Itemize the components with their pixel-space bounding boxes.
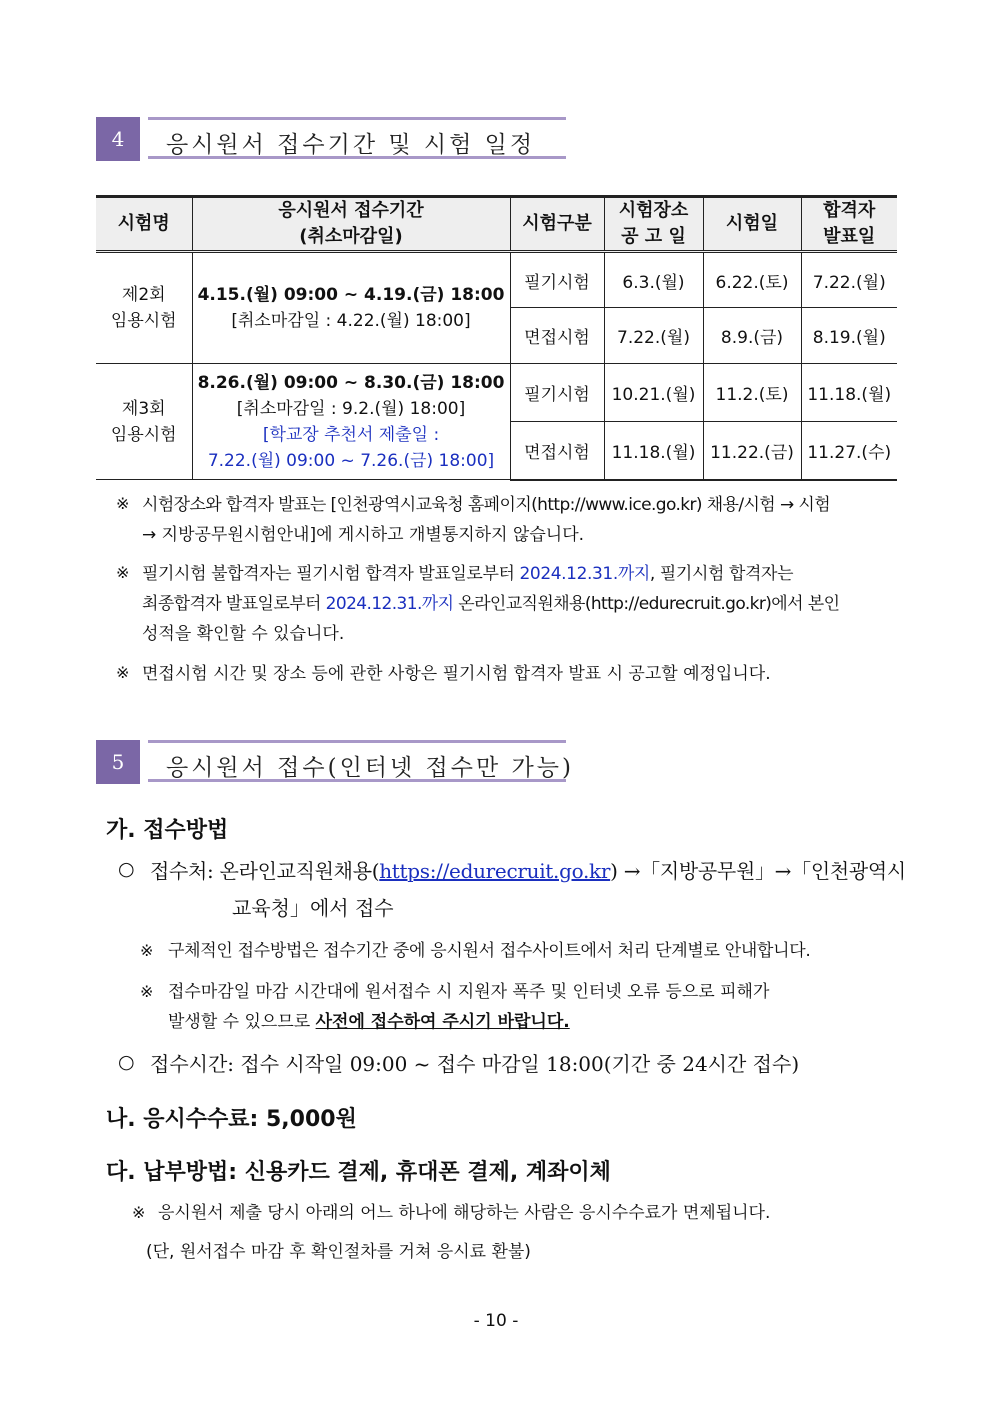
- header-venue: 시험장소 공 고 일: [604, 197, 703, 252]
- round3-interview-type: 면접시험: [510, 422, 604, 480]
- round3-period: 8.26.(월) 09:00 ~ 8.30.(금) 18:00 [취소마감일 : 9.2.(월) 18:00] [학교장 추천서 제출일 : 7.22.(월) 09:00 ~ 7.26.(금) 18:00]: [192, 364, 510, 480]
- note-interview-schedule: 면접시험 시간 및 장소 등에 관한 사항은 필기시험 합격자 발표 시 공고할 예정입니다.: [142, 664, 771, 684]
- bullet-circle: ○: [118, 858, 135, 880]
- header-type: 시험구분: [510, 197, 604, 252]
- round2-written-date: 6.22.(토): [703, 252, 801, 308]
- heading-da: 다. 납부방법: 신용카드 결제, 휴대폰 결제, 계좌이체: [106, 1160, 611, 1185]
- round3-written-result: 11.18.(월): [801, 364, 897, 422]
- table-row: [96, 252, 897, 308]
- reception-time: 접수시간: 접수 시작일 09:00 ~ 접수 마감일 18:00(기간 중 24시간 접수): [150, 1052, 800, 1076]
- round3-name: 제3회 임용시험: [96, 364, 192, 480]
- heading-ga: 가. 접수방법: [106, 818, 229, 843]
- round2-interview-result: 8.19.(월): [801, 308, 897, 364]
- table-header-row: [96, 197, 897, 252]
- note-mark: ※: [140, 982, 154, 1001]
- header-result: 합격자 발표일: [801, 197, 897, 252]
- round2-interview-venue: 7.22.(월): [604, 308, 703, 364]
- exam-schedule-table: [96, 195, 897, 481]
- round3-interview-venue: 11.18.(월): [604, 422, 703, 480]
- section-title-box: [148, 117, 566, 159]
- note-fee-refund: (단, 원서접수 마감 후 확인절차를 거쳐 응시료 환불): [146, 1242, 531, 1262]
- note-mark: ※: [140, 941, 154, 960]
- note-venue-announce: 시험장소와 합격자 발표는 [인천광역시교육청 홈페이지(http://www.ice.go.kr) 채용/시험 → 시험 → 지방공무원시험안내]에 게시하고 개별통지하지 않습니다.: [142, 495, 831, 545]
- header-date: 시험일: [703, 197, 801, 252]
- round2-written-venue: 6.3.(월): [604, 252, 703, 308]
- round2-written-type: 필기시험: [510, 252, 604, 308]
- note-early-submission: 접수마감일 마감 시간대에 원서접수 시 지원자 폭주 및 인터넷 오류 등으로 피해가 발생할 수 있으므로 사전에 접수하여 주시기 바랍니다.: [168, 982, 770, 1032]
- note-reception-guide: 구체적인 접수방법은 접수기간 중에 응시원서 접수사이트에서 처리 단계별로 안내합니다.: [168, 941, 811, 961]
- round3-interview-result: 11.27.(수): [801, 422, 897, 480]
- table-row: [96, 364, 897, 422]
- section-title: 응시원서 접수기간 및 시험 일정: [166, 132, 536, 158]
- bullet-circle: ○: [118, 1051, 135, 1073]
- section-number: 4: [96, 117, 140, 161]
- edurecruit-link[interactable]: https://edurecruit.go.kr: [379, 859, 611, 883]
- header-period: 응시원서 접수기간 (취소마감일): [192, 197, 510, 252]
- note-mark: ※: [116, 663, 130, 682]
- page-number: - 10 -: [473, 1311, 519, 1331]
- header-exam: 시험명: [96, 197, 192, 252]
- reception-place-line2: 교육청」에서 접수: [232, 896, 394, 920]
- note-mark: ※: [116, 494, 130, 513]
- note-mark: ※: [132, 1203, 146, 1222]
- section-title-box: [148, 740, 574, 782]
- round2-interview-date: 8.9.(금): [703, 308, 801, 364]
- round2-period: 4.15.(월) 09:00 ~ 4.19.(금) 18:00 [취소마감일 : 4.22.(월) 18:00]: [192, 252, 510, 364]
- section-title: 응시원서 접수(인터넷 접수만 가능): [166, 755, 574, 781]
- section-number: 5: [96, 740, 140, 784]
- round2-name: 제2회 임용시험: [96, 252, 192, 364]
- round3-written-date: 11.2.(토): [703, 364, 801, 422]
- round3-written-venue: 10.21.(월): [604, 364, 703, 422]
- round2-written-result: 7.22.(월): [801, 252, 897, 308]
- round2-interview-type: 면접시험: [510, 308, 604, 364]
- heading-na: 나. 응시수수료: 5,000원: [106, 1107, 357, 1132]
- round3-written-type: 필기시험: [510, 364, 604, 422]
- reception-place: 접수처: 온라인교직원채용(https://edurecruit.go.kr) →「지방공무원」→「인천광역시: [150, 859, 906, 883]
- note-mark: ※: [116, 563, 130, 582]
- round3-interview-date: 11.22.(금): [703, 422, 801, 480]
- note-fee-exemption: 응시원서 제출 당시 아래의 어느 하나에 해당하는 사람은 응시수수료가 면제됩니다.: [158, 1203, 771, 1223]
- note-score-check: 필기시험 불합격자는 필기시험 합격자 발표일로부터 2024.12.31.까지, 필기시험 합격자는 최종합격자 발표일로부터 2024.12.31.까지 온라인교직원채용(http://edurecruit.go.kr)에서 본인 성적을 확인할 수 있습니다.: [142, 564, 840, 644]
